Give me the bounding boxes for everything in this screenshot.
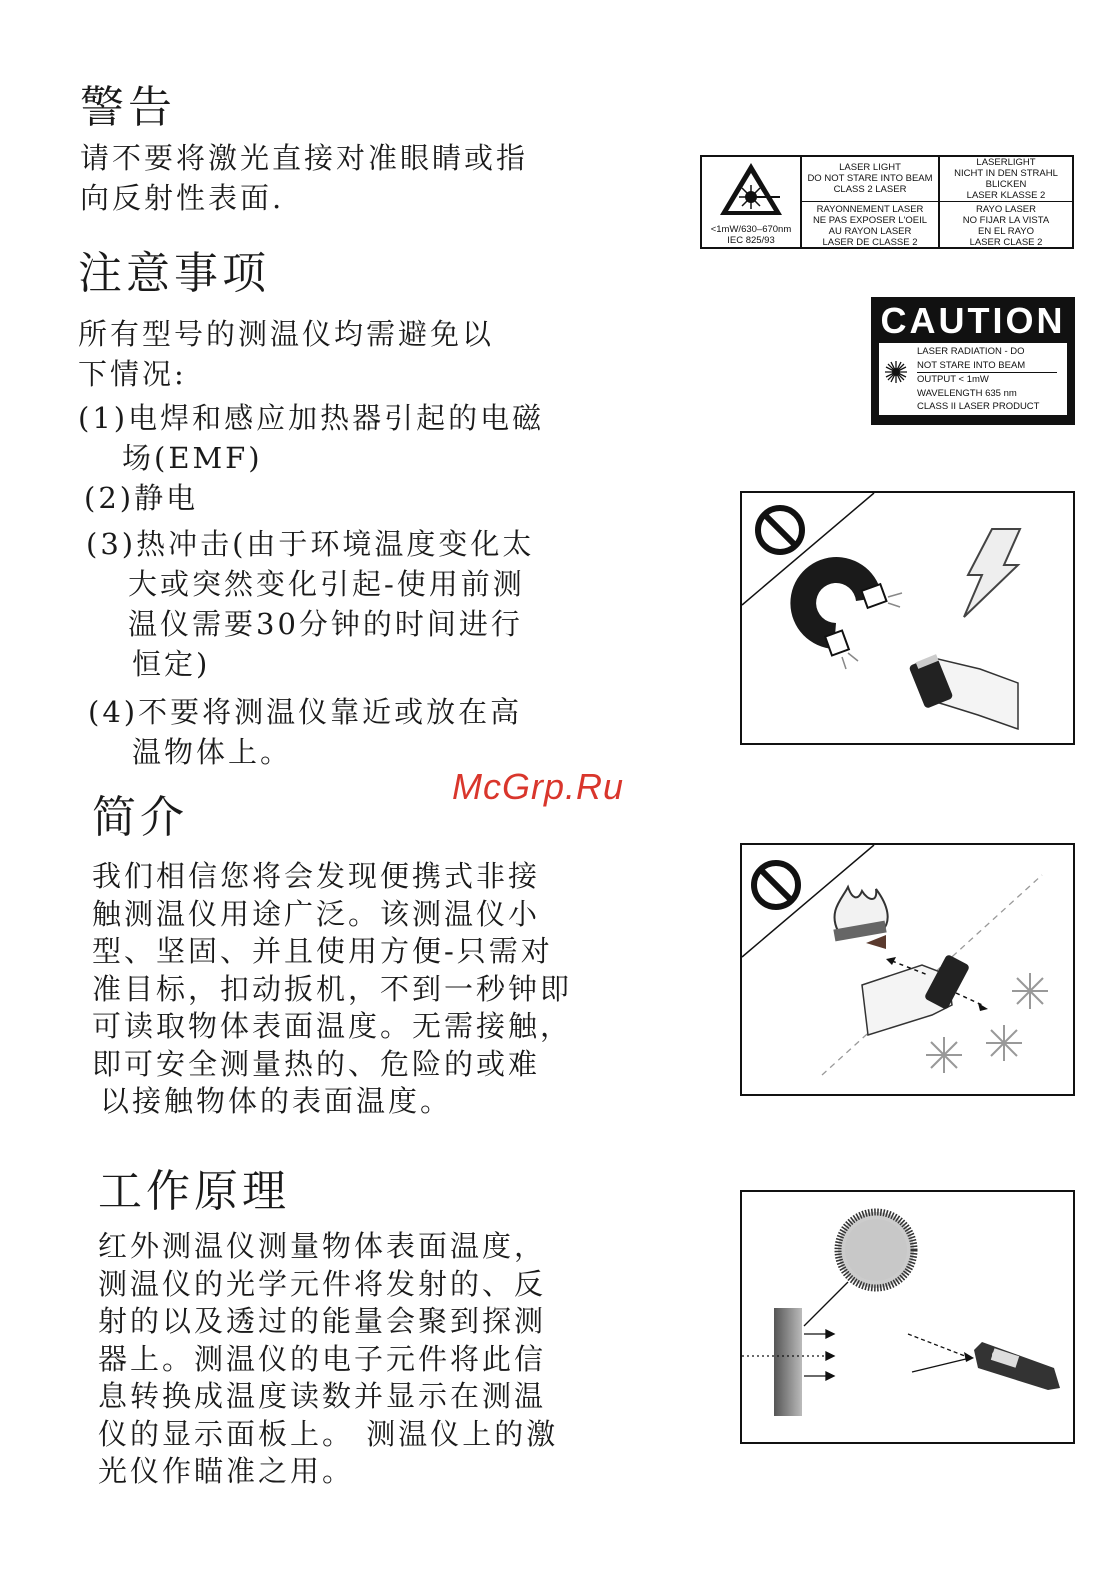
text-line: 红外测温仪测量物体表面温度，	[98, 1229, 547, 1263]
text-line: LASER RADIATION - DO	[917, 346, 1025, 357]
prohibition-icon	[754, 863, 798, 907]
figure-emf-static	[740, 491, 1075, 745]
text-line: 以接触物体的表面温度。	[100, 1084, 453, 1118]
label-en	[802, 157, 938, 202]
label-column-right	[940, 157, 1072, 247]
label-es	[940, 202, 1072, 248]
principle-illustration	[742, 1192, 1073, 1442]
text-line: 器上。测温仪的电子元件将此信	[98, 1341, 547, 1376]
cautions-section	[78, 248, 545, 772]
text-line: 温仪需要30分钟的时间进行	[128, 607, 523, 641]
text-line: 大或突然变化引起-使用前测	[128, 567, 525, 601]
text-line: AU RAYON LASER	[828, 226, 912, 237]
principle-section	[98, 1166, 559, 1491]
text-line: CLASS 2 LASER	[833, 184, 907, 195]
text-line: LASER KLASSE 2	[966, 190, 1046, 201]
prohibition-icon	[758, 508, 802, 552]
thermal-shock-illustration	[742, 845, 1073, 1094]
target-surface	[774, 1308, 802, 1416]
text-line: 下情况:	[78, 357, 187, 391]
text-line: (3)热冲击(由于环境温度变化太	[86, 527, 535, 561]
text-line: (2)静电	[84, 481, 199, 515]
text-line: LASER LIGHT	[839, 162, 901, 173]
snowflake-icon	[926, 1037, 962, 1073]
text-line: LASER CLASE 2	[969, 237, 1043, 248]
text-line: 可读取物体表面温度。无需接触，	[92, 1009, 573, 1043]
text-line: (1)电焊和感应加热器引起的电磁	[78, 401, 545, 435]
thermometer-in-hand-icon	[862, 954, 988, 1035]
text-line: 向反射性表面.	[80, 181, 285, 215]
caution-item-3	[78, 524, 544, 684]
radiating-object-icon	[838, 1212, 914, 1288]
text-line: NE PAS EXPOSER L'OEIL	[812, 215, 928, 226]
text-line: NO FIJAR LA VISTA	[962, 215, 1050, 226]
laser-hazard-icon	[702, 157, 800, 223]
text-line: 光仪作瞄准之用。	[98, 1454, 355, 1488]
caution-body	[879, 343, 1067, 415]
watermark: McGrp.Ru	[452, 766, 625, 807]
text-line: OUTPUT < 1mW	[917, 374, 989, 385]
text-line: 即可安全测量热的、危险的或难	[92, 1046, 541, 1081]
warning-section	[80, 82, 529, 218]
text-line: (4)不要将测温仪靠近或放在高	[88, 695, 523, 729]
text-line: BLICKEN	[985, 179, 1027, 190]
caution-title: CAUTION	[880, 300, 1066, 341]
text-line: 息转换成温度读数并显示在测温	[98, 1379, 547, 1413]
text-line: 触测温仪用途广泛。该测温仪小	[92, 896, 541, 931]
principle-text	[98, 1228, 558, 1491]
text-line: DO NOT STARE INTO BEAM	[807, 173, 933, 184]
caution-item-4	[78, 692, 544, 772]
flame-icon	[833, 887, 887, 949]
caution-text	[917, 345, 1067, 414]
magnet-icon	[790, 557, 902, 669]
cautions-intro	[78, 314, 544, 394]
cautions-title: 注意事项	[78, 248, 270, 299]
text-line: 恒定)	[132, 647, 211, 681]
intro-text	[92, 858, 572, 1121]
caution-label	[871, 297, 1075, 425]
figure-thermal-shock	[740, 843, 1075, 1096]
principle-title: 工作原理	[98, 1166, 290, 1217]
laser-warning-label	[700, 155, 1074, 249]
text-line: WAVELENGTH 635 nm	[917, 387, 1017, 399]
text-line: CLASS II LASER PRODUCT	[917, 401, 1040, 412]
text-line: NOT STARE INTO BEAM	[917, 359, 1057, 374]
text-line: LASER DE CLASSE 2	[822, 237, 918, 248]
warning-text	[80, 138, 528, 218]
text-line: NICHT IN DEN STRAHL	[954, 168, 1058, 179]
text-line: 准目标，扣动扳机，不到一秒钟即	[92, 971, 573, 1006]
warning-title: 警告	[80, 82, 176, 133]
laser-symbol-cell	[702, 157, 802, 247]
text-line: 射的以及透过的能量会聚到探测	[98, 1304, 547, 1338]
lightning-icon	[964, 529, 1020, 617]
intro-section	[92, 792, 573, 1121]
label-de	[940, 157, 1072, 202]
caution-item-1	[78, 398, 544, 478]
text-line: 温物体上。	[132, 735, 293, 769]
snowflake-icon	[986, 1025, 1022, 1061]
text-line: 所有型号的测温仪均需避免以	[78, 317, 495, 351]
text-line: LASERLIGHT	[976, 157, 1036, 168]
laser-starburst-icon	[883, 359, 909, 385]
intro-title: 简介	[92, 792, 188, 843]
text-line: 场(EMF)	[122, 441, 263, 475]
text-line: RAYONNEMENT LASER	[816, 204, 924, 215]
text-line: IEC 825/93	[727, 235, 775, 246]
caution-item-2	[78, 478, 544, 518]
text-line: 我们相信您将会发现便携式非接	[92, 859, 541, 893]
text-line: RAYO LASER	[975, 204, 1036, 215]
ir-thermometer-icon	[908, 1334, 1060, 1390]
laser-spec	[702, 224, 800, 246]
figure-working-principle	[740, 1190, 1075, 1444]
text-line: EN EL RAYO	[978, 226, 1034, 237]
text-line: <1mW/630–670nm	[710, 224, 792, 235]
thermometer-in-hand-icon	[908, 654, 1018, 729]
text-line: 仪的显示面板上。 测温仪上的激	[98, 1416, 559, 1451]
snowflake-icon	[1012, 973, 1048, 1009]
text-line: 请不要将激光直接对准眼睛或指	[80, 141, 529, 175]
emf-illustration	[742, 493, 1073, 743]
label-fr	[802, 202, 938, 248]
text-line: 测温仪的光学元件将发射的、反	[98, 1266, 547, 1301]
label-column-left	[802, 157, 940, 247]
text-line: 型、坚固、并且使用方便-只需对	[92, 934, 553, 968]
